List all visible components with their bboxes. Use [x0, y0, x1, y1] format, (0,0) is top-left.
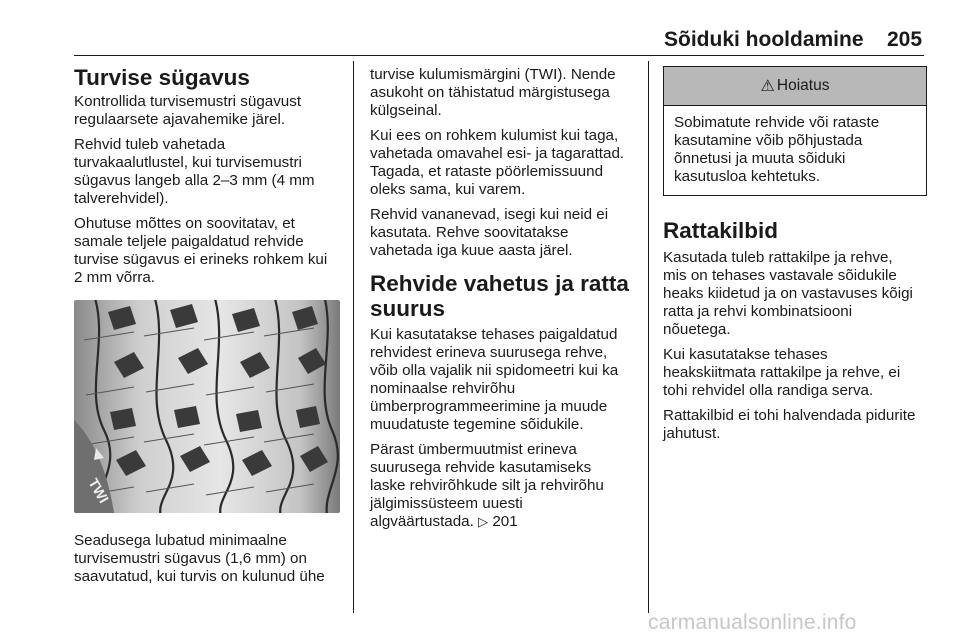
page-number: 205 [887, 28, 923, 51]
text-line: võib olla vajalik nii spidomeetri kui ka [370, 362, 619, 379]
page-reference-link[interactable]: 201 [492, 513, 518, 530]
text-line: sügavus langeb alla 2–3 mm (4 mm [74, 172, 315, 189]
text-line: Sobimatute rehvide või rataste [674, 114, 880, 131]
text-line: Rattakilbid ei tohi halvendada pidurite [663, 407, 916, 424]
text-line: talverehvidel). [74, 190, 169, 207]
text-line: heaks kiidetud ja on vastavuses kõigi [663, 285, 913, 302]
paragraph [663, 407, 927, 443]
column-1 [74, 65, 344, 593]
text-line: vahetada iga kuue aasta järel. [370, 242, 573, 259]
text-line: Rehvid vananevad, isegi kui neid ei [370, 206, 609, 223]
text-line: tohi rehvidel olla randiga serva. [663, 382, 874, 399]
section-heading-tire-change [370, 271, 640, 321]
text-line: Kui ees on rohkem kulumist kui taga, [370, 127, 619, 144]
text-line: kasutamine võib põhjustada [674, 132, 863, 149]
section-heading-hubcaps: Rattakilbid [663, 218, 779, 243]
paragraph [74, 215, 344, 287]
text-line: asukoht on tähistatud märgistusega [370, 84, 610, 101]
text-line: suurusega rehvide kasutamiseks [370, 459, 592, 476]
column-2 [370, 66, 640, 538]
tyre-surface [74, 300, 340, 513]
watermark: carmanualsonline.info [648, 611, 857, 634]
text-line: saavutatud, kui turvis on kulunud ühe [74, 568, 325, 585]
text-line: Tagada, et rataste pöörlemissuund [370, 163, 604, 180]
tire-tread-drawing [74, 300, 340, 513]
text-line: jälgimissüsteem uuesti [370, 495, 523, 512]
column-divider-2 [648, 61, 649, 613]
paragraph [370, 127, 640, 199]
text-line: rehvidest erineva suurusega rehve, [370, 344, 608, 361]
heading-line: Rehvide vahetus ja ratta [370, 271, 629, 296]
column-divider-1 [353, 61, 354, 613]
warning-body [664, 106, 926, 195]
text-line: muudatuste tegemine sõidukile. [370, 416, 584, 433]
text-line: turvisemustri sügavus (1,6 mm) on [74, 550, 307, 567]
text-line: laske rehvirõhkude silt ja rehvirõhu [370, 477, 604, 494]
text-line: oleks sama, kui varem. [370, 181, 526, 198]
text-line: Rehvid tuleb vahetada [74, 136, 226, 153]
heading-line: suurus [370, 296, 446, 321]
text-line: ümberprogrammeerimine ja muude [370, 398, 608, 415]
page-reference-arrow-icon[interactable]: ▷ [478, 514, 489, 529]
tire-tread-illustration [74, 300, 340, 513]
text-line: Kui kasutatakse tehases paigaldatud [370, 326, 618, 343]
text-line: algväärtustada. [370, 513, 474, 530]
text-line: nõuetega. [663, 321, 731, 338]
text-line: Ohutuse mõttes on soovitatav, et [74, 215, 295, 232]
text-line: heakskiitmata rattakilpe ja rehve, ei [663, 364, 901, 381]
text-line: mis on tehases vastavale sõidukile [663, 267, 897, 284]
text-line: Seadusega lubatud minimaalne [74, 532, 287, 549]
warning-box [663, 66, 927, 196]
paragraph [663, 249, 927, 339]
text-line: Kontrollida turvisemustri sügavust [74, 93, 302, 110]
text-line: 2 mm võrra. [74, 269, 156, 286]
text-line: Pärast ümbermuutmist erineva [370, 441, 577, 458]
text-line: jahutust. [663, 425, 721, 442]
text-line: turvise sügavus ei erineks rohkem kui [74, 251, 328, 268]
paragraph [663, 346, 927, 400]
paragraph [370, 441, 640, 531]
paragraph [370, 206, 640, 260]
paragraph [370, 66, 640, 120]
text-line: turvise kulumismärgini (TWI). Nende [370, 66, 616, 83]
twi-label: TWI [85, 475, 113, 506]
paragraph [74, 532, 344, 586]
text-line: ratta ja rehvi kombinatsiooni [663, 303, 853, 320]
warning-icon: ⚠ [760, 78, 775, 95]
text-line: Kui kasutatakse tehases [663, 346, 828, 363]
text-line: Kasutada tuleb rattakilpe ja rehve, [663, 249, 893, 266]
text-line: kasutata. Rehve soovitatakse [370, 224, 569, 241]
text-line: vahetada omavahel esi- ja tagarattad. [370, 145, 625, 162]
text-line: regulaarsete ajavahemike järel. [74, 111, 286, 128]
warning-title: Hoiatus [776, 77, 830, 94]
text-line: nominaalse rehvirõhu [370, 380, 516, 397]
text-line: õnnetusi ja muuta sõiduki [674, 150, 846, 167]
header-rule [74, 55, 924, 56]
column-3 [663, 66, 927, 450]
paragraph [674, 114, 916, 186]
text-line: samale teljele paigaldatud rehvide [74, 233, 304, 250]
text-line: külgseinal. [370, 102, 442, 119]
page-header-title: Sõiduki hooldamine [664, 28, 864, 51]
text-line: turvakaalutlustel, kui turvisemustri [74, 154, 302, 171]
paragraph [370, 326, 640, 434]
paragraph [74, 93, 344, 129]
paragraph [74, 136, 344, 208]
section-heading-tread-depth: Turvise sügavus [74, 65, 250, 90]
text-line: kasutusloa kehtetuks. [674, 168, 821, 185]
warning-header [664, 67, 926, 106]
